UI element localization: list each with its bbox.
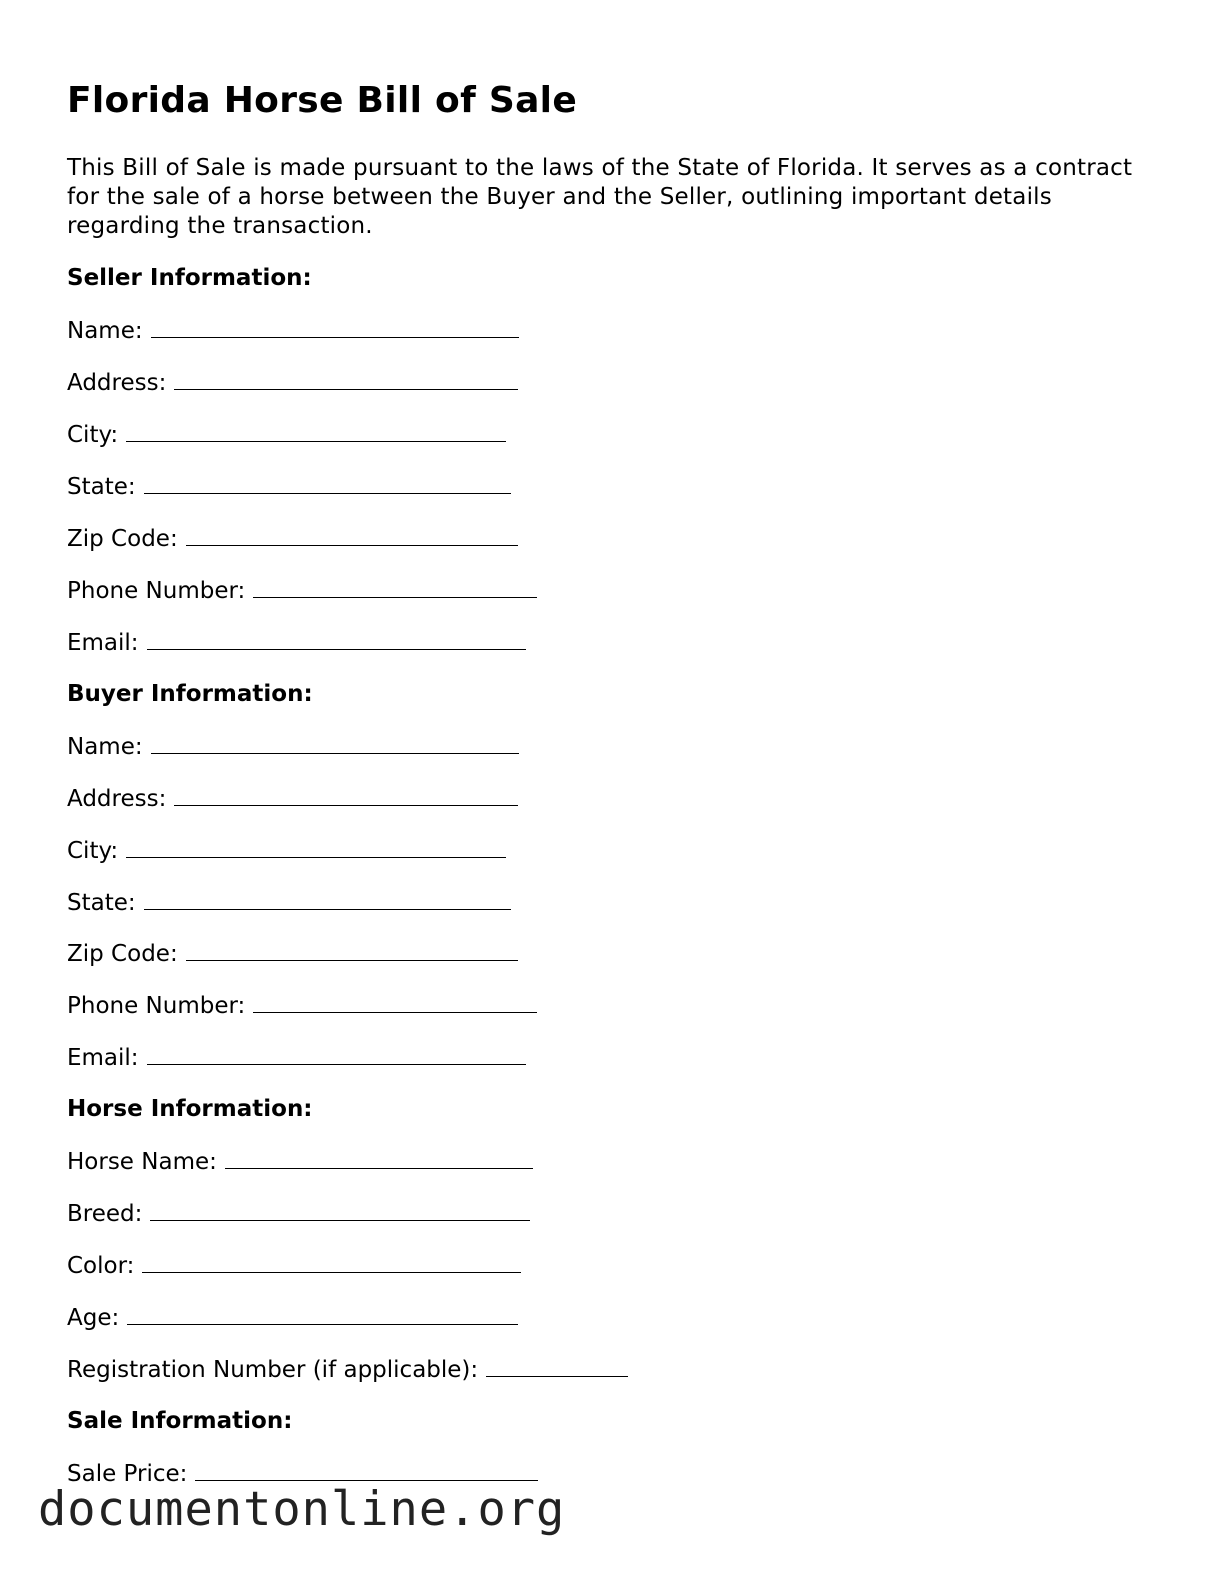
intro-paragraph: This Bill of Sale is made pursuant to the laws of the State of Florida. It serves as a contract for the sale of a horse between the Buyer and the Seller, outlining important details regarding the transaction.	[67, 155, 1133, 239]
horse-section-heading: Horse Information:	[67, 1096, 313, 1122]
horse-color-label: Color:	[67, 1253, 135, 1279]
seller-name-label: Name:	[67, 318, 143, 344]
horse-age-label: Age:	[67, 1305, 120, 1331]
seller-phone-label: Phone Number:	[67, 578, 246, 604]
document-title: Florida Horse Bill of Sale	[67, 80, 578, 121]
buyer-address-label: Address:	[67, 786, 167, 812]
horse-registration-label: Registration Number (if applicable):	[67, 1357, 479, 1383]
seller-address-row	[67, 367, 518, 398]
buyer-state-field[interactable]	[144, 887, 511, 910]
buyer-zip-row	[67, 938, 518, 969]
sale-price-field[interactable]	[195, 1458, 538, 1481]
seller-email-field[interactable]	[147, 627, 526, 650]
watermark-text: documentonline.org	[38, 1482, 566, 1537]
buyer-state-label: State:	[67, 890, 136, 916]
horse-color-field[interactable]	[142, 1250, 521, 1273]
horse-breed-field[interactable]	[150, 1198, 530, 1221]
seller-zip-field[interactable]	[186, 523, 518, 546]
seller-address-field[interactable]	[174, 367, 518, 390]
seller-name-row	[67, 315, 519, 346]
buyer-city-field[interactable]	[126, 835, 506, 858]
seller-name-field[interactable]	[151, 315, 519, 338]
seller-city-field[interactable]	[126, 419, 506, 442]
seller-state-field[interactable]	[144, 471, 511, 494]
seller-city-label: City:	[67, 422, 119, 448]
seller-email-row	[67, 627, 526, 658]
buyer-email-row	[67, 1042, 526, 1073]
buyer-address-field[interactable]	[174, 783, 518, 806]
buyer-phone-row	[67, 990, 537, 1021]
horse-registration-field[interactable]	[486, 1354, 628, 1377]
horse-breed-label: Breed:	[67, 1201, 143, 1227]
seller-address-label: Address:	[67, 370, 167, 396]
horse-age-row	[67, 1302, 518, 1333]
buyer-city-row	[67, 835, 506, 866]
seller-city-row	[67, 419, 506, 450]
horse-registration-row	[67, 1354, 628, 1385]
buyer-name-row	[67, 731, 519, 762]
seller-phone-row	[67, 575, 537, 606]
seller-state-row	[67, 471, 511, 502]
buyer-address-row	[67, 783, 518, 814]
buyer-phone-label: Phone Number:	[67, 993, 246, 1019]
buyer-phone-field[interactable]	[253, 990, 537, 1013]
sale-price-label: Sale Price:	[67, 1461, 188, 1487]
horse-color-row	[67, 1250, 521, 1281]
horse-name-row	[67, 1146, 533, 1177]
horse-name-field[interactable]	[225, 1146, 533, 1169]
buyer-city-label: City:	[67, 838, 119, 864]
buyer-email-field[interactable]	[147, 1042, 526, 1065]
buyer-section-heading: Buyer Information:	[67, 681, 313, 707]
buyer-email-label: Email:	[67, 1045, 139, 1071]
buyer-state-row	[67, 887, 511, 918]
seller-state-label: State:	[67, 474, 136, 500]
seller-phone-field[interactable]	[253, 575, 537, 598]
seller-section-heading: Seller Information:	[67, 265, 312, 291]
horse-name-label: Horse Name:	[67, 1149, 217, 1175]
seller-email-label: Email:	[67, 630, 139, 656]
buyer-zip-label: Zip Code:	[67, 941, 178, 967]
horse-age-field[interactable]	[127, 1302, 518, 1325]
horse-breed-row	[67, 1198, 530, 1229]
buyer-name-field[interactable]	[151, 731, 519, 754]
buyer-zip-field[interactable]	[186, 938, 518, 961]
seller-zip-label: Zip Code:	[67, 526, 178, 552]
sale-section-heading: Sale Information:	[67, 1408, 293, 1434]
seller-zip-row	[67, 523, 518, 554]
buyer-name-label: Name:	[67, 734, 143, 760]
